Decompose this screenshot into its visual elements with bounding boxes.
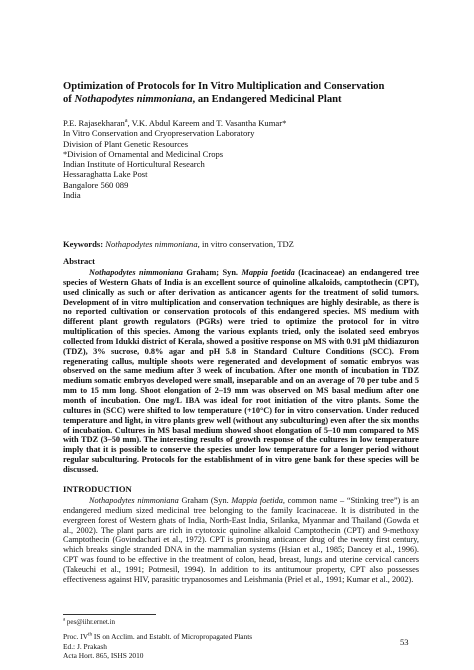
- title-prefix: of: [63, 93, 75, 105]
- footnote-mark: a: [63, 617, 66, 623]
- footer-line-3: Acta Hort. 865, ISHS 2010: [63, 651, 144, 661]
- page-number: 53: [400, 637, 409, 647]
- footer-proc: Proc. IV: [63, 632, 89, 641]
- affiliation-line: India: [63, 190, 81, 201]
- footnote-email: pes@iihr.ernet.in: [65, 618, 115, 626]
- title-line-1: Optimization of Protocols for In Vitro Multiplication and Conservation: [63, 81, 385, 92]
- keywords-rest: , in vitro conservation, TDZ: [197, 239, 294, 249]
- keywords: [63, 239, 423, 249]
- author-block: [63, 118, 423, 200]
- paper-title: [63, 81, 423, 106]
- keywords-label: Keywords:: [63, 239, 104, 249]
- author-rest: , V.K. Abdul Kareem and T. Vasantha Kumar*: [127, 118, 287, 128]
- keywords-species: Nothapodytes nimmoniana: [105, 239, 198, 249]
- introduction-heading: INTRODUCTION: [63, 484, 132, 494]
- footer-sup: th: [88, 631, 93, 638]
- abstract-species: Nothapodytes nimmoniana: [89, 268, 183, 277]
- affiliation-line: Bangalore 560 089: [63, 179, 129, 190]
- footer-proc-rest: IS on Acclim. and Establt. of Micropropagated Plants: [92, 632, 253, 641]
- footer-line-2: Ed.: J. Prakash: [63, 641, 107, 651]
- footnote-rule: [63, 614, 156, 615]
- abstract-text-2: (Icacinaceae) an endangered tree species of Western Ghats of India is an excellent source of quinoline alkaloids, camptothecin (CPT), used clinically as such or after derivation as anticancer agents for the treatment of solid tumors. Development of in vitro multiplication and conservation techniques are highly desirable, as there is no reported cultivation or conservation protocols of this endangered species. MS medium with different plant growth regulators (PGRs) were tried to optimize the protocol for in vitro multiplication of this species. Among the various explants tried, only the isolated seed embryos collected from Idukki district of Kerala, showed a positive response on MS with 0.91 µM thidiazuron (TDZ), 3% sucrose, 0.8% agar and pH 5.8 in Standard Culture Conditions (SCC). From regenerating callus, multiple shoots were regenerated and development of somatic embryos was observed on the same medium after 3 week of incubation. After one month of incubation in TDZ medium somatic embryos developed were small, inseparable and on an average of 70 per tube and 5 mm to 15 mm long. Shoot elongation of 2–19 mm was observed on MS basal medium after one month of incubation. One mg/L IBA was ideal for root initiation of the vitro plants. Some the cultures in (SCC) were shifted to low temperature (+10°C) for in vitro conservation. Under reduced temperature and light, in vitro plants grew well (without any subculturing) even after the six months of incubation. Cultures in MS basal medium showed shoot elongation of 5–10 mm compared to MS with TDZ (3–50 mm). The interesting results of growth response of the cultures in low temperature imply that it is possible to conserve the species under low temperature for a longer period without regular subculturing. Protocols for the establishment of in vitro gene bank for these species will be discussed.: [63, 268, 419, 474]
- affiliation-line: *Division of Ornamental and Medicinal Crops: [63, 148, 224, 159]
- abstract-body: [63, 268, 419, 475]
- intro-text-1: Graham (Syn.: [178, 496, 232, 505]
- footnote: [63, 618, 115, 626]
- proceedings-footer: [63, 632, 252, 661]
- introduction-body: [63, 496, 419, 585]
- intro-text-2: , common name – “Stinking tree”) is an endangered medium sized medicinal tree belonging to the family Icacinaceae. It is distributed in the evergreen forest of Western ghats of India, North-East India, Srilanka, Myanmar and Thailand (Gowda et al., 2002). The plant parts are rich in cytotoxic quinoline alkaloid Camptothecin (CPT) and 9-methoxy Camptothecin (Govindachari et al., 1972). CPT is promising anticancer drug of the twenty first century, which breaks single stranded DNA in the mammalian systems (Hsian et al., 1985; Dancey et al., 1996). CPT was found to be effective in the treatment of colon, head, breast, lungs and uterine cervical cancers (Takeuchi et al., 1991; Potmesil, 1994). In addition to its antitumour property, CPT also possesses effectiveness against HIV, parasitic trypanosomes and Leishmania (Priel et al., 1991; Kumar et al., 2002).: [63, 496, 420, 584]
- title-line-2: [63, 94, 423, 107]
- author-first: P.E. Rajasekharan: [63, 118, 125, 128]
- title-suffix: , an Endangered Medicinal Plant: [192, 93, 342, 105]
- title-species: Nothapodytes nimmoniana: [74, 93, 193, 105]
- abstract-heading: Abstract: [63, 256, 95, 266]
- affiliation-line: In Vitro Conservation and Cryopreservation Laboratory: [63, 128, 255, 139]
- intro-species: Nothapodytes nimmoniana: [89, 496, 179, 505]
- abstract-synonym: Mappia foetida: [241, 268, 295, 277]
- author-mark: a: [124, 118, 128, 125]
- footer-line-1: [63, 632, 252, 642]
- abstract-text-1: Graham; Syn.: [182, 268, 242, 277]
- affiliation-line: Division of Plant Genetic Resources: [63, 138, 189, 149]
- author-names: [63, 118, 423, 128]
- affiliation-line: Hessaraghatta Lake Post: [63, 169, 148, 180]
- intro-synonym: Mappia foetida: [231, 496, 283, 505]
- affiliation-line: Indian Institute of Horticultural Research: [63, 159, 205, 170]
